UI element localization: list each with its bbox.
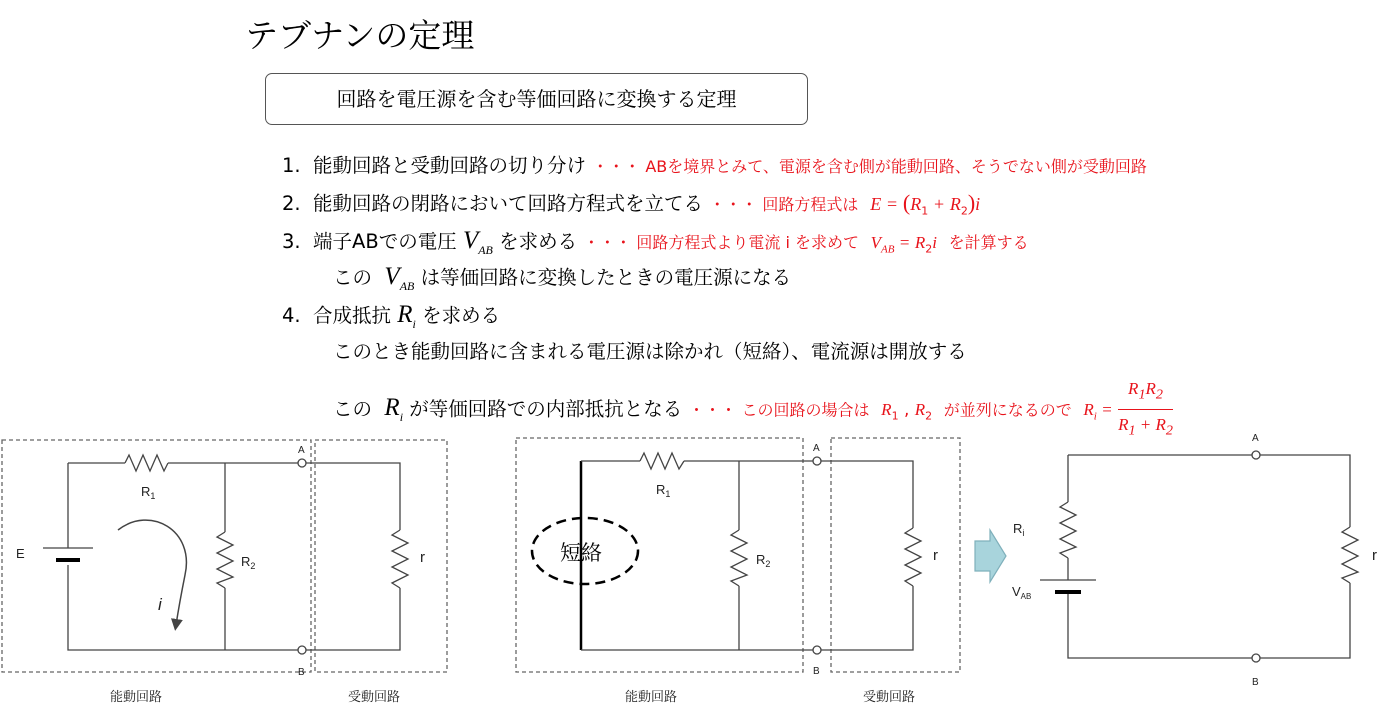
resistor-r bbox=[905, 528, 921, 586]
wire bbox=[306, 463, 400, 650]
step-note-2: が並列になるので bbox=[943, 400, 1072, 420]
step-4-line2: このとき能動回路に含まれる電圧源は除かれ（短絡）、電流源は開放する bbox=[333, 340, 967, 363]
page-title: テブナンの定理 bbox=[245, 16, 475, 55]
label-r1: $R_1$ bbox=[141, 484, 156, 501]
resistor-ri bbox=[1060, 502, 1076, 558]
label-a: A bbox=[813, 443, 820, 454]
label-a: A bbox=[1252, 433, 1259, 444]
label-active: 能動回路 bbox=[625, 689, 678, 704]
fraction-ri: $\frac{R_1R_2}{R_1 + R_2}$ bbox=[1118, 376, 1173, 444]
wire bbox=[68, 463, 298, 650]
equation-ri: $R_i$ = bbox=[1083, 400, 1112, 423]
label-a: A bbox=[298, 445, 305, 456]
label-i: i bbox=[158, 595, 162, 614]
label-b: B bbox=[298, 667, 305, 678]
label-r2: $R_2$ bbox=[756, 552, 771, 569]
label-ri: $R_i$ bbox=[1013, 521, 1025, 538]
passive-region-box bbox=[831, 438, 960, 672]
resistor-r bbox=[1342, 527, 1358, 583]
symbol-vab: $V_{AB}$ bbox=[384, 263, 415, 293]
passive-region-box bbox=[315, 440, 447, 672]
terminal-a bbox=[1252, 451, 1260, 459]
label-short: 短絡 bbox=[560, 542, 602, 565]
label-r2: $R_2$ bbox=[241, 554, 256, 571]
step-text: 端子ABでの電圧 bbox=[313, 230, 457, 253]
sub-text: この bbox=[333, 397, 373, 421]
terminal-b bbox=[813, 646, 821, 654]
resistor-r2 bbox=[217, 532, 233, 588]
equation-vab: $V_{AB} = R_2i$ bbox=[870, 233, 938, 256]
label-r1: $R_1$ bbox=[656, 482, 671, 499]
convert-arrow-icon bbox=[975, 530, 1006, 582]
symbol-ri: $R_i$ bbox=[397, 301, 416, 331]
step-number: 2. bbox=[282, 192, 301, 215]
step-text: 合成抵抗 bbox=[313, 304, 392, 327]
label-r: r bbox=[420, 549, 425, 566]
resistor-r1 bbox=[125, 455, 168, 471]
label-active: 能動回路 bbox=[110, 689, 163, 704]
step-text-2: を求める bbox=[422, 304, 501, 327]
active-region-box bbox=[2, 440, 311, 672]
resistor-r bbox=[392, 530, 408, 588]
step-number: 3. bbox=[282, 230, 301, 253]
label-passive: 受動回路 bbox=[348, 689, 401, 704]
step-note: ・・・ この回路の場合は bbox=[688, 400, 870, 420]
label-passive: 受動回路 bbox=[863, 689, 916, 704]
symbol-vab: $V_{AB}$ bbox=[462, 227, 493, 257]
step-note: ・・・ 回路方程式より電流 i を求めて bbox=[583, 233, 860, 252]
label-r: r bbox=[1372, 547, 1377, 564]
sub-text-2: は等価回路に変換したときの電圧源になる bbox=[420, 266, 792, 289]
step-note-2: を計算する bbox=[948, 233, 1029, 252]
current-arrow bbox=[118, 520, 186, 625]
summary-box: 回路を電圧源を含む等価回路に変換する定理 bbox=[265, 73, 808, 125]
step-number: 4. bbox=[282, 304, 301, 327]
step-note: ・・・ 回路方程式は bbox=[709, 195, 859, 214]
wire bbox=[1068, 455, 1350, 658]
label-vab: $V_{AB}$ bbox=[1012, 584, 1032, 601]
sub-text-2: が等価回路での内部抵抗となる bbox=[409, 397, 683, 421]
step-number: 1. bbox=[282, 154, 301, 177]
label-b: B bbox=[1252, 677, 1259, 688]
resistor-r1 bbox=[640, 453, 684, 469]
resistor-pair: $R_1$ , $R_2$ bbox=[881, 400, 933, 423]
terminal-b bbox=[298, 646, 306, 654]
wire bbox=[821, 461, 913, 650]
step-note: ・・・ ABを境界とみて、電源を含む側が能動回路、そうでない側が受動回路 bbox=[592, 157, 1147, 176]
equation-circuit: $E = (R_1 + R_2)i$ bbox=[870, 190, 981, 218]
terminal-a bbox=[813, 457, 821, 465]
resistor-r2 bbox=[731, 530, 747, 586]
terminal-a bbox=[298, 459, 306, 467]
sub-text: この bbox=[333, 266, 373, 289]
step-text: 能動回路の閉路において回路方程式を立てる bbox=[313, 192, 704, 215]
step-text-2: を求める bbox=[499, 230, 578, 253]
label-e: E bbox=[16, 546, 25, 561]
symbol-ri: $R_i$ bbox=[384, 394, 404, 425]
step-text: 能動回路と受動回路の切り分け bbox=[313, 154, 587, 177]
label-r: r bbox=[933, 547, 938, 564]
terminal-b bbox=[1252, 654, 1260, 662]
label-b: B bbox=[813, 666, 820, 677]
